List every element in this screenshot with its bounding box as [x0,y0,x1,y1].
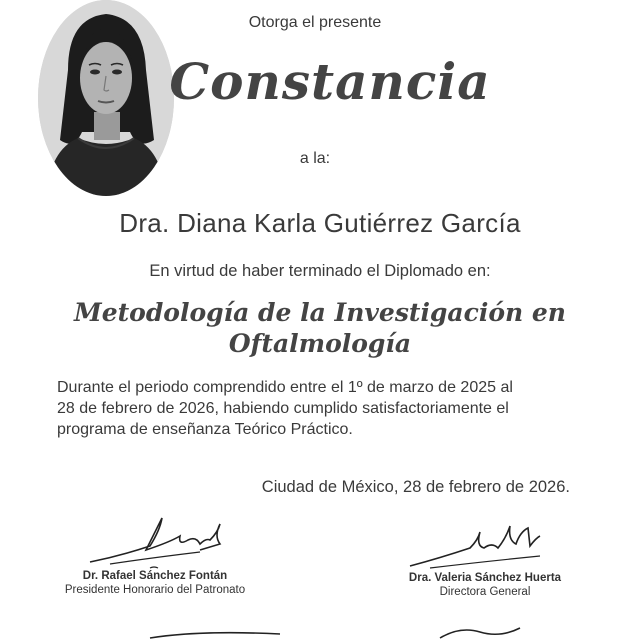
signatory-role-right: Directora General [439,586,531,598]
certificate-title: Constancia [169,52,491,111]
bottom-signature-fragments [0,618,640,640]
body-line-1: Durante el periodo comprendido entre el 1º de marzo de 2025 al [57,379,513,396]
handwritten-signature-left [50,510,260,572]
body-line-3: programa de enseñanza Teórico Práctico. [57,421,353,438]
body-line-2: 28 de febrero de 2026, habiendo cumplido satisfactoriamente el [57,400,509,417]
course-title-line-2: Oftalmología [228,329,412,358]
recipient-name: Dra. Diana Karla Gutiérrez García [119,208,521,238]
recipient-prefix: a la: [299,150,331,167]
course-title-line-1: Metodología de la Investigación en [74,298,566,327]
reason-text: En virtud de haber terminado el Diplomado en: [149,262,491,280]
signatory-name-right: Dra. Valeria Sánchez Huerta [408,572,562,584]
body-paragraph [57,377,587,440]
place-and-date: Ciudad de México, 28 de febrero de 2026. [261,478,570,496]
signature-block-right [380,518,590,598]
signatory-role-left: Presidente Honorario del Patronato [64,584,246,596]
signatory-name-left: Dr. Rafael Sánchez Fontán [82,570,228,582]
course-title [40,297,600,359]
portrait-photo [38,0,174,196]
intro-text: Otorga el presente [248,14,382,31]
handwritten-signature-right [380,518,590,572]
signature-block-left [50,510,260,596]
